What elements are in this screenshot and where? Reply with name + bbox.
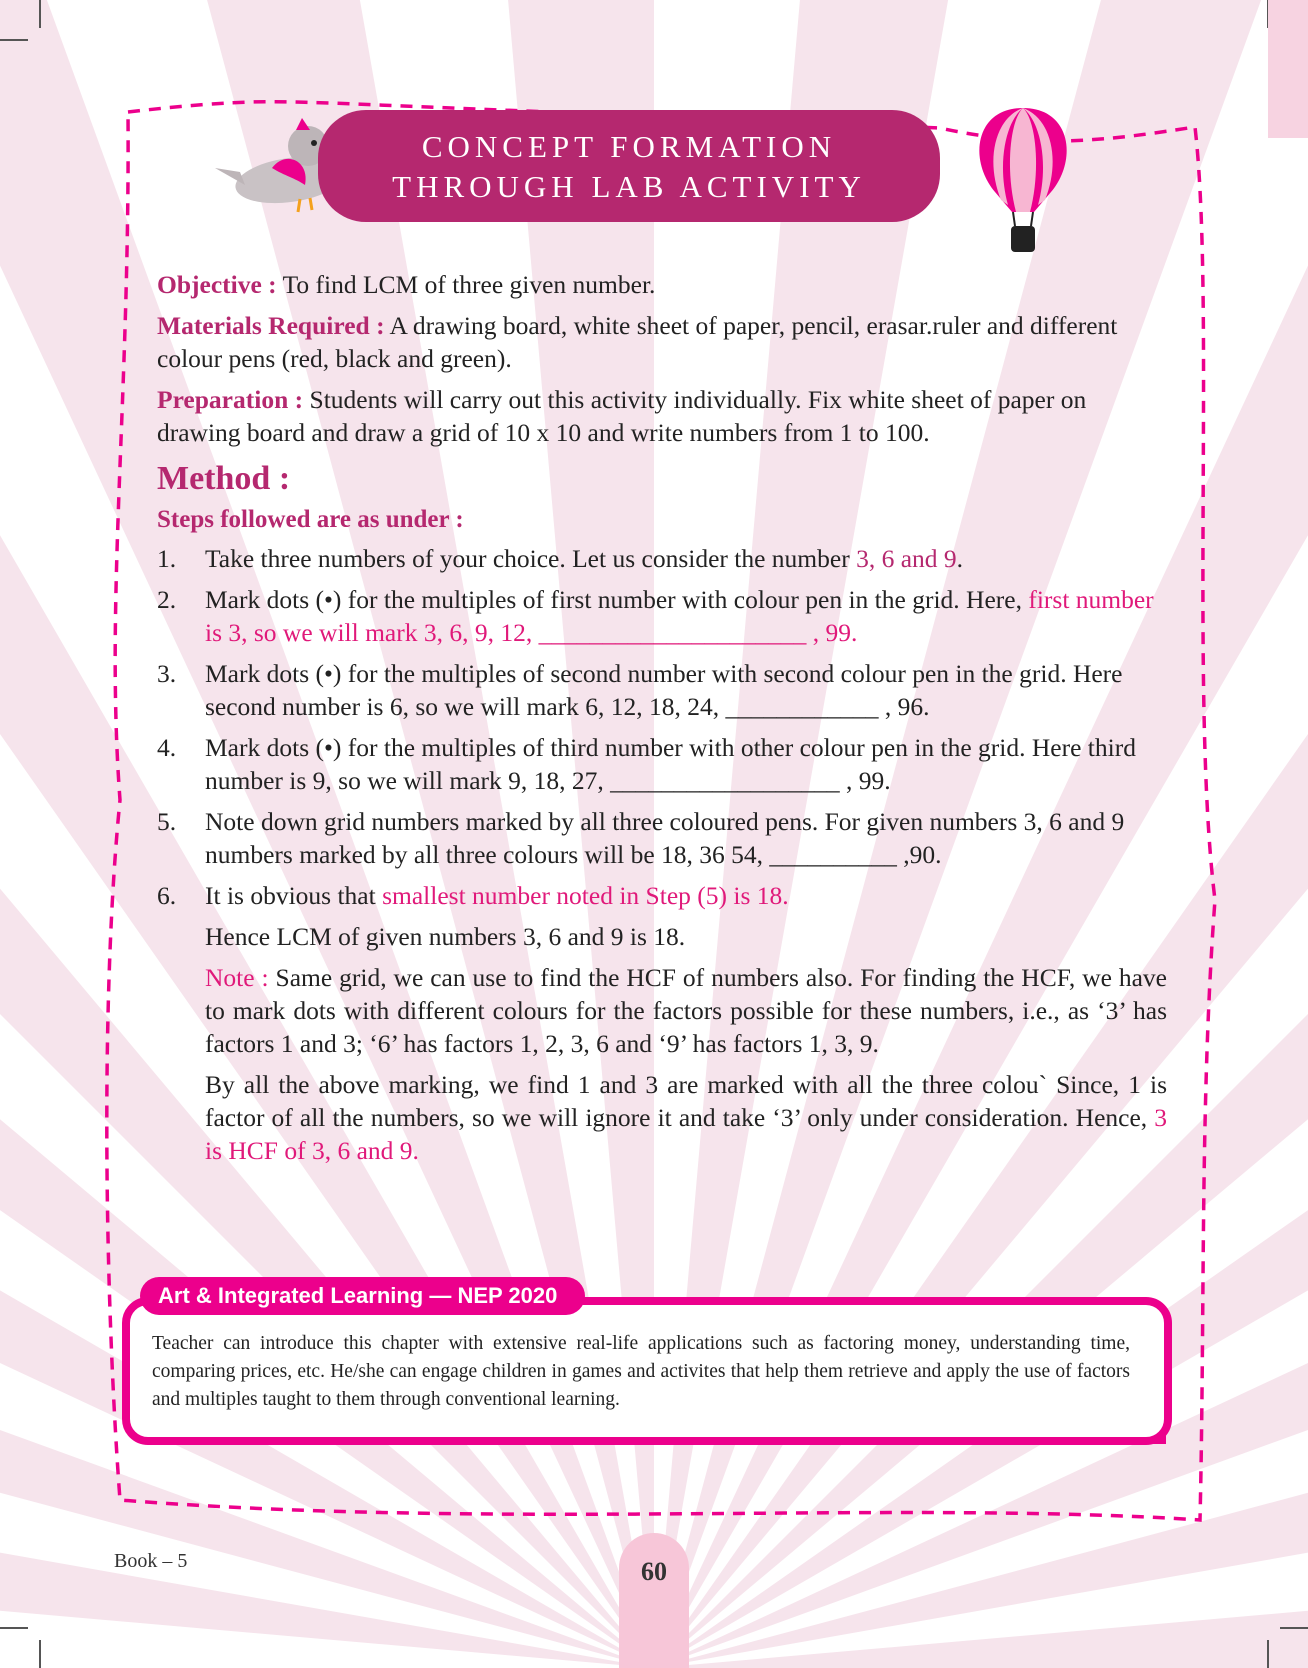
objective [157, 268, 1167, 301]
step-number: 1. [157, 544, 177, 573]
materials [157, 309, 1167, 375]
step-highlight: smallest number noted in Step (5) is 18. [382, 881, 789, 910]
book-label: Book – 5 [114, 1550, 188, 1572]
activity-content [157, 268, 1167, 1175]
step-number: 4. [157, 733, 177, 762]
list-item [157, 805, 1167, 871]
conclusion [157, 1068, 1167, 1167]
objective-label: Objective : [157, 270, 277, 299]
step-number: 5. [157, 807, 177, 836]
step-text: Mark dots (•) for the multiples of first number with colour pen in the grid. Here, [205, 585, 1029, 614]
step-tail: . [956, 544, 964, 573]
step-number: 2. [157, 585, 177, 614]
side-tab [1268, 0, 1308, 138]
step-text: It is obvious that [205, 881, 383, 910]
list-item [157, 731, 1167, 797]
note-text: Same grid, we can use to find the HCF of numbers also. For finding the HCF, we have to mark dots with different colours for the factors possible for these numbers, i.e., as ‘3’ has factors 1 and 3; ‘6’ has factors 1, 2, 3, 6 and ‘9’ has factors 1, 3, 9. [205, 963, 1168, 1058]
hence-text: Hence LCM of given numbers 3, 6 and 9 is 18. [205, 922, 686, 951]
method-title: Method : [157, 460, 291, 497]
step-highlight: 3, 6 and 9 [856, 544, 957, 573]
list-item [157, 879, 1167, 912]
art-integrated-title: Art & Integrated Learning — NEP 2020 [140, 1277, 585, 1315]
section-header [318, 110, 940, 222]
step-text: Take three numbers of your choice. Let us consider the number [205, 544, 857, 573]
header-line-1: CONCEPT FORMATION [421, 129, 837, 164]
step-number: 6. [157, 881, 177, 910]
step-text: Mark dots (•) for the multiples of second number with second colour pen in the grid. Here second number is 6, so we will mark 6, 12, 18, 24, ____________ , 96. [205, 659, 1123, 721]
conclusion-text: By all the above marking, we find 1 and 3 are marked with all the three colou` Since, 1 is factor of all the numbers, so we will ignore it and take ‘3’ only under consideration. Hence, [205, 1070, 1167, 1132]
objective-text: To find LCM of three given number. [276, 270, 656, 299]
materials-label: Materials Required : [157, 311, 385, 340]
steps-list [157, 542, 1167, 912]
step-text: Mark dots (•) for the multiples of third number with other colour pen in the grid. Here third number is 9, so we will mark 9, 18, 27, __________________ , 99. [205, 733, 1136, 795]
header-line-2: THROUGH LAB ACTIVITY [392, 169, 866, 204]
preparation [157, 383, 1167, 449]
note-label: Note : [205, 963, 269, 992]
steps-heading: Steps followed are as under : [157, 506, 464, 533]
list-item [157, 583, 1167, 649]
step-highlight: first number is 3, so we will mark 3, 6, 9, 12, _____________________ , 99. [205, 585, 1154, 647]
materials-text: A drawing board, white sheet of paper, pencil, erasar.ruler and different colour pens (red, black and green). [157, 311, 1118, 373]
art-integrated-text: Teacher can introduce this chapter with extensive real-life applications such as factoring money, understanding time, comparing prices, etc. He/she can engage children in games and activites that help them retrieve and apply the use of factors and multiples taught to them through conventional learning. [152, 1333, 1130, 1410]
list-item [157, 542, 1167, 575]
note [157, 961, 1167, 1060]
step-number: 3. [157, 659, 177, 688]
preparation-text: Students will carry out this activity individually. Fix white sheet of paper on drawing board and draw a grid of 10 x 10 and write numbers from 1 to 100. [157, 385, 1087, 447]
preparation-label: Preparation : [157, 385, 304, 414]
step-text: Note down grid numbers marked by all three coloured pens. For given numbers 3, 6 and 9 numbers marked by all three colours will be 18, 36 54, __________ ,90. [205, 807, 1125, 869]
page-number: 60 [619, 1533, 689, 1668]
list-item [157, 657, 1167, 723]
conclusion-highlight: 3 is HCF of 3, 6 and 9. [205, 1103, 1167, 1165]
